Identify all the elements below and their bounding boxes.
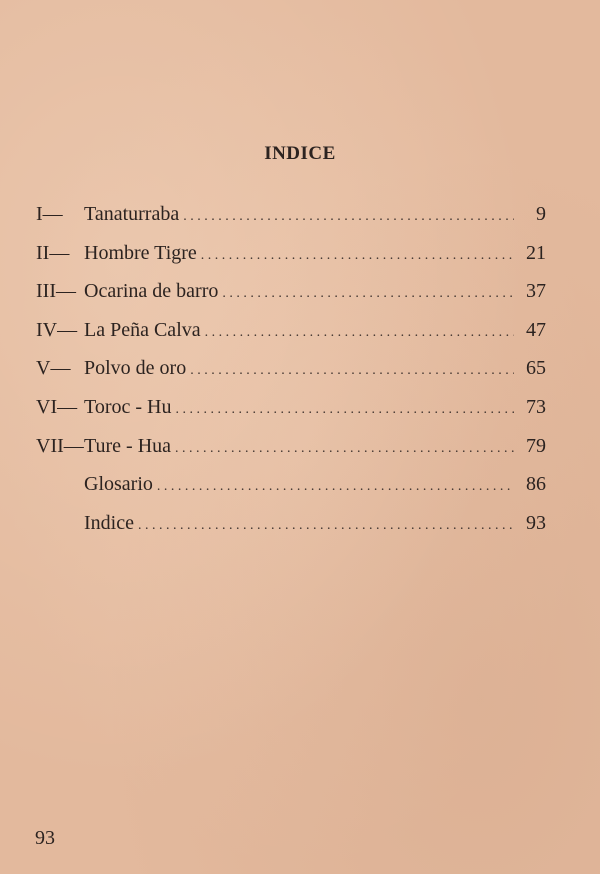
toc-entry-tanaturraba (36, 204, 546, 243)
toc-entry-toroc-hu (36, 397, 546, 436)
toc-entry-number: VI— (36, 395, 78, 418)
toc-entry-number: I— (36, 203, 63, 225)
toc-entry-number: V— (36, 357, 71, 380)
toc-entry-label: Ocarina de barro (84, 280, 219, 303)
toc-entry-page: 79 (526, 434, 546, 457)
toc-leader-dots (157, 480, 514, 494)
toc-entry-polvo-de-oro (36, 358, 546, 397)
table-of-contents (36, 204, 546, 551)
toc-entry-hombre-tigre (36, 243, 546, 282)
toc-entry-label: La Peña Calva (84, 318, 201, 341)
toc-entry-page: 21 (526, 241, 546, 264)
toc-entry-page: 86 (526, 473, 546, 496)
toc-entry-number: VII— (36, 434, 84, 457)
toc-entry-page: 37 (526, 280, 546, 303)
toc-leader-dots (205, 326, 514, 340)
toc-leader-dots (138, 519, 514, 533)
toc-leader-dots (183, 210, 514, 224)
toc-entry-label: Polvo de oro (84, 357, 187, 380)
toc-leader-dots (175, 442, 514, 456)
toc-entry-ocarina-de-barro (36, 281, 546, 320)
toc-entry-label: Indice (84, 511, 134, 534)
toc-entry-label: Hombre Tigre (84, 241, 197, 264)
toc-leader-dots (222, 287, 514, 301)
toc-leader-dots (201, 249, 514, 263)
toc-entry-la-pena-calva (36, 320, 546, 359)
toc-entry-page: 9 (536, 203, 546, 225)
toc-entry-label: Glosario (84, 473, 153, 496)
toc-entry-number: II— (36, 241, 70, 264)
toc-entry-indice (36, 513, 546, 552)
toc-entry-page: 65 (526, 357, 546, 380)
toc-entry-page: 93 (526, 511, 546, 534)
toc-entry-label: Ture - Hua (84, 434, 172, 457)
toc-leader-dots (175, 403, 514, 417)
toc-entry-ture-hua (36, 436, 546, 475)
toc-entry-label: Toroc - Hu (84, 395, 172, 418)
toc-entry-number: III— (36, 280, 76, 303)
toc-leader-dots (190, 364, 514, 378)
toc-entry-label: Tanaturraba (84, 203, 180, 225)
page-number-footer: 93 (35, 827, 55, 849)
toc-entry-page: 73 (526, 395, 546, 418)
page-title: INDICE (264, 143, 336, 164)
toc-entry-glosario (36, 474, 546, 513)
toc-entry-number: IV— (36, 318, 78, 341)
toc-entry-page: 47 (526, 318, 546, 341)
